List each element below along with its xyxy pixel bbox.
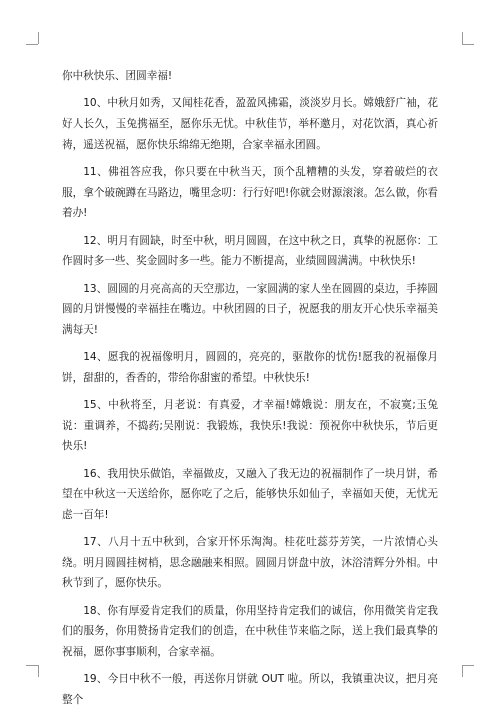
corner-mark-bottom-right-h: [462, 665, 474, 666]
paragraph-11: 11、佛祖答应我，你只要在中秋当天，顶个乱糟糟的头发，穿着破烂的衣服，拿个破碗蹲在马路边，嘴里念叨：行行好吧!你就会财源滚滚。怎么做，你看着办!: [62, 165, 438, 220]
paragraph-16: 16、我用快乐做馅，幸福做皮，又融入了我无边的祝福制作了一块月饼，希望在中秋这一天送给你，愿你吃了之后，能够快乐如仙子，幸福如天使，无忧无虑一百年!: [62, 467, 438, 521]
paragraph-13: 13、圆圆的月亮高高的天空那边，一家圆满的家人坐在圆圆的桌边，手捧圆圆的月饼慢慢的幸福挂在嘴边。中秋团圆的日子，祝愿我的朋友开心快乐幸福美满每天!: [62, 282, 438, 336]
paragraph-10: 10、中秋月如秀，又闻桂花香，盈盈风拂霜，淡淡岁月长。嫦娥舒广袖，花好人长久，玉兔携福至，愿你乐无忧。中秋佳节，举杯邀月，对花饮酒，真心祈祷，遥送祝福，愿你快乐绵绵无绝期，合家幸福永团圆。: [62, 97, 438, 151]
paragraph-15: 15、中秋将至，月老说：有真爱，才幸福!嫦娥说：朋友在，不寂寞;玉兔说：重调养，不捣药;吴刚说：我锻炼，我快乐!我说：预祝你中秋快乐，节后更快乐!: [62, 399, 438, 453]
corner-mark-top-left-v: [38, 32, 39, 44]
corner-mark-bottom-left-h: [26, 665, 38, 666]
paragraph-18: 18、你有厚爱肯定我们的质量，你用坚持肯定我们的诚信，你用微笑肯定我们的服务，你用赞扬肯定我们的创造，在中秋佳节来临之际，送上我们最真挚的祝福，愿你事事顺利，合家幸福。: [62, 604, 438, 659]
paragraph-19: 19、今日中秋不一般，再送你月饼就 OUT 啦。所以，我镇重决议，把月亮整个: [62, 673, 438, 706]
paragraph-12: 12、明月有圆缺，时至中秋，明月圆圆，在这中秋之日，真挚的祝愿你：工作圆时多一些、奖金圆时多一些。能力不断提高，业绩圆圆满满。中秋快乐!: [62, 234, 438, 268]
paragraph-17: 17、八月十五中秋到，合家开怀乐淘淘。桂花吐蕊芬芳笑，一片浓情心头绕。明月圆圆挂树梢，思念融融来相照。圆圆月饼盘中放，沐浴清辉分外相。中秋节到了，愿你快乐。: [62, 536, 438, 590]
paragraph-continued: 你中秋快乐、团圆幸福!: [62, 70, 173, 82]
corner-mark-top-right-h: [462, 44, 474, 45]
corner-mark-top-left-h: [26, 44, 38, 45]
corner-mark-bottom-right-v: [462, 665, 463, 677]
corner-mark-top-right-v: [462, 32, 463, 44]
corner-mark-bottom-left-v: [38, 665, 39, 677]
document-body: [62, 66, 438, 717]
paragraph-14: 14、愿我的祝福像明月，圆圆的，亮亮的，驱散你的忧伤!愿我的祝福像月饼，甜甜的，香香的，带给你甜蜜的希望。中秋快乐!: [62, 351, 438, 384]
